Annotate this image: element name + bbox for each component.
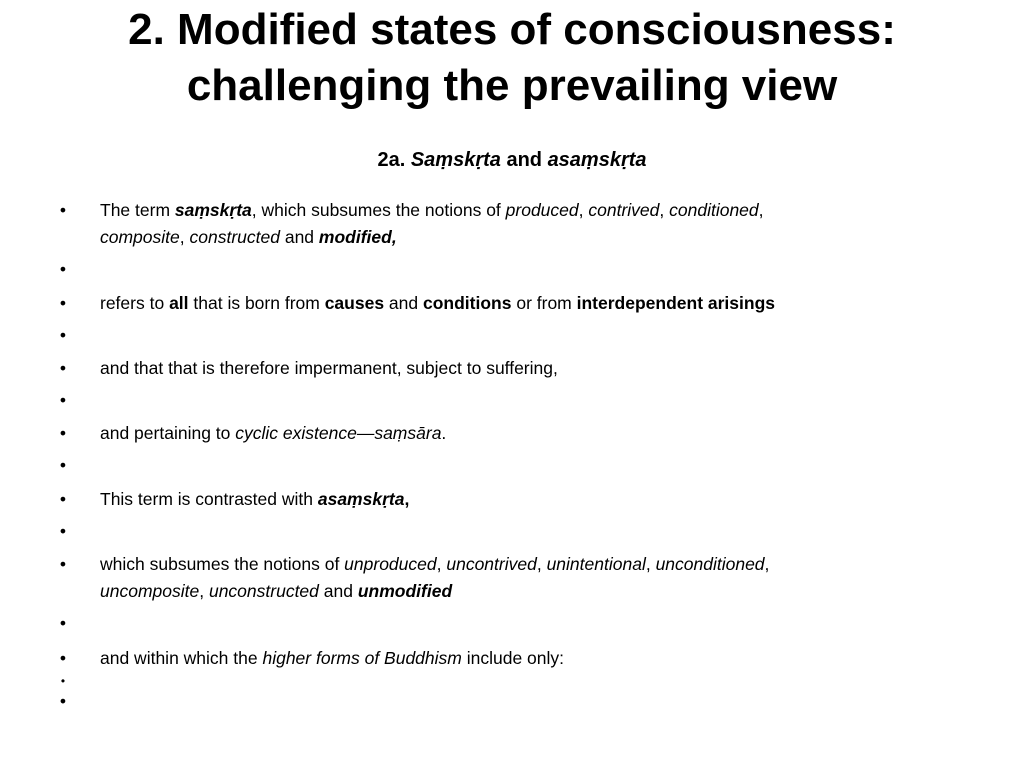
term-unproduced: unproduced [344, 554, 437, 574]
subtitle-and: and [500, 149, 548, 171]
term-samskrta: saṃskṛta [174, 200, 252, 220]
subtitle-term-samskrta: Saṃskṛta [410, 149, 501, 171]
term-asamskrta: asaṃskṛta [317, 489, 405, 509]
bullet-text-5 [100, 486, 920, 513]
bullet-text-7 [100, 645, 920, 672]
text-run: , which subsumes the notions of [251, 200, 506, 220]
text-run: and [279, 227, 319, 247]
slide-subtitle [0, 146, 1024, 174]
bullet-dot: • [59, 691, 67, 711]
term-constructed: constructed [189, 227, 280, 247]
term-contrived: contrived [588, 200, 660, 220]
text-run: or from [511, 293, 577, 313]
term-composite: composite [100, 227, 180, 247]
term-uncontrived: uncontrived [446, 554, 537, 574]
bullet-dot: • [59, 423, 67, 443]
bullet-dot: • [60, 674, 66, 688]
text-run: , [645, 554, 656, 574]
text-run: , [764, 554, 770, 574]
text-run: , [659, 200, 670, 220]
term-unconditioned: unconditioned [655, 554, 765, 574]
bullet-dot: • [59, 648, 67, 668]
term-unmodified: unmodified [357, 581, 453, 601]
text-run: , [536, 554, 547, 574]
bullet-dot: • [59, 390, 67, 410]
term-higher-forms-of-buddhism: higher forms of Buddhism [262, 648, 462, 668]
bullet-dot: • [59, 325, 67, 345]
text-run: refers to [100, 293, 170, 313]
text-run: , [758, 200, 764, 220]
term-causes: causes [324, 293, 385, 313]
bullet-dot: • [59, 293, 67, 313]
text-run: This term is contrasted with [100, 489, 318, 509]
bullet-dot: • [59, 259, 67, 279]
bullet-dot: • [59, 200, 67, 220]
text-run: that is born from [188, 293, 325, 313]
text-run: . [441, 423, 447, 443]
bullet-dot: • [59, 489, 67, 509]
term-produced: produced [505, 200, 579, 220]
text-run: and [384, 293, 423, 313]
term-conditioned: conditioned [669, 200, 759, 220]
text-run: The term [100, 200, 175, 220]
bullet-dot: • [59, 455, 67, 475]
slide-title-line-2: challenging the prevailing view [186, 61, 838, 110]
subtitle-term-asamskrta: asaṃskṛta [547, 149, 647, 171]
bullet-text-1 [100, 197, 920, 251]
bullet-text-2 [100, 290, 920, 317]
bullet-dot: • [59, 521, 67, 541]
term-modified: modified, [318, 227, 397, 247]
text-run: and [318, 581, 358, 601]
term-conditions: conditions [423, 293, 512, 313]
text-run: , [179, 227, 190, 247]
bullet-text-3: and that that is therefore impermanent, subject to suffering, [100, 358, 558, 378]
term-uncomposite: uncomposite [100, 581, 200, 601]
text-run: , [578, 200, 589, 220]
bullet-dot: • [59, 554, 67, 574]
subtitle-prefix: 2a. [377, 149, 411, 171]
term-interdependent-arisings: interdependent arisings [576, 293, 775, 313]
text-run: which subsumes the notions of [100, 554, 345, 574]
bullet-dot: • [59, 358, 67, 378]
slide-title [0, 2, 1024, 114]
slide-title-line-1: 2. Modified states of consciousness: [128, 5, 896, 54]
text-run: include only: [461, 648, 565, 668]
text-run: , [404, 489, 410, 509]
term-unintentional: unintentional [546, 554, 646, 574]
text-run: , [199, 581, 209, 601]
text-run: , [436, 554, 447, 574]
bullet-dot: • [59, 613, 67, 633]
term-cyclic-existence: cyclic existence—saṃsāra [235, 423, 442, 443]
text-run: and pertaining to [100, 423, 236, 443]
bullet-text-4 [100, 420, 920, 447]
text-run: and within which the [100, 648, 263, 668]
bullet-text-6 [100, 551, 920, 605]
term-unconstructed: unconstructed [208, 581, 319, 601]
term-all: all [169, 293, 189, 313]
